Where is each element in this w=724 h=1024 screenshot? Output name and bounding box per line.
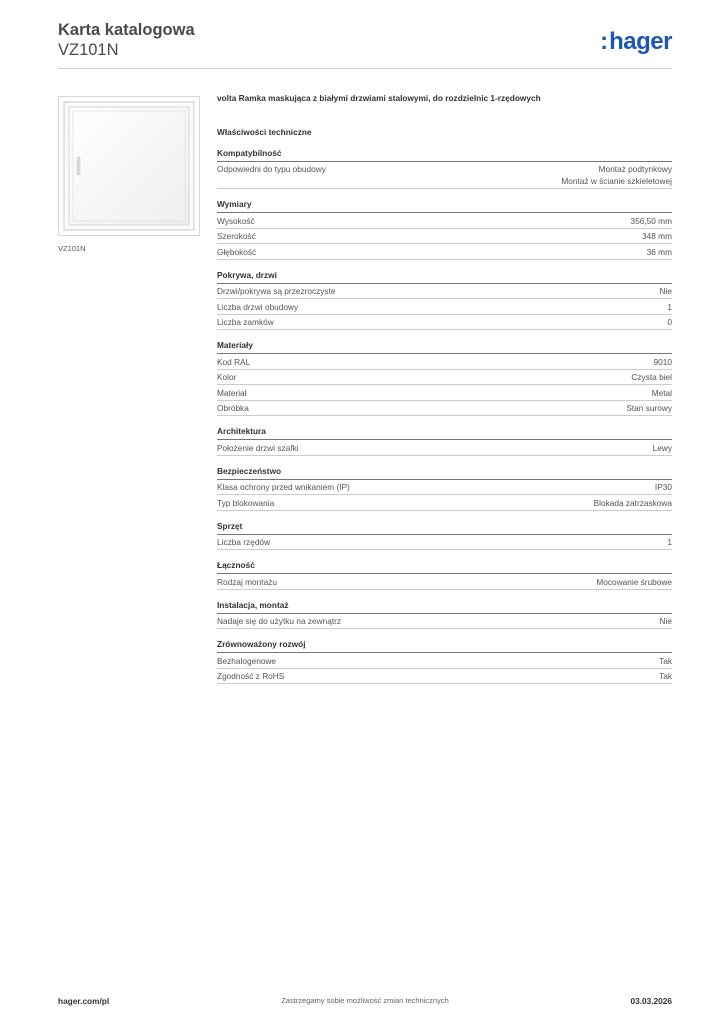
property-value-line: 348 mm bbox=[642, 231, 672, 242]
property-value bbox=[630, 215, 672, 227]
group-title: Materiały bbox=[217, 339, 672, 354]
property-label: Rodzaj montażu bbox=[217, 576, 277, 587]
property-label: Kolor bbox=[217, 372, 237, 383]
property-row bbox=[217, 574, 672, 589]
property-value bbox=[659, 670, 672, 682]
footer-date: 03.03.2026 bbox=[630, 996, 672, 1006]
property-value-line: 0 bbox=[667, 317, 672, 328]
property-row bbox=[217, 162, 672, 189]
property-row bbox=[217, 614, 672, 629]
property-row bbox=[217, 440, 672, 455]
property-value bbox=[594, 497, 672, 509]
property-row bbox=[217, 495, 672, 510]
property-group bbox=[217, 599, 672, 629]
property-label: Nadaje się do użytku na zewnątrz bbox=[217, 616, 342, 627]
property-row bbox=[217, 480, 672, 495]
property-group bbox=[217, 198, 672, 259]
property-label: Klasa ochrony przed wnikaniem (IP) bbox=[217, 482, 350, 493]
property-value-line: Stan surowy bbox=[626, 403, 672, 414]
header-divider bbox=[58, 68, 672, 69]
product-image bbox=[58, 96, 200, 236]
property-value-line: Montaż podtynkowy bbox=[598, 164, 672, 175]
group-title: Wymiary bbox=[217, 198, 672, 213]
properties-heading: Właściwości techniczne bbox=[217, 127, 312, 137]
property-value-line: Metal bbox=[651, 387, 672, 398]
property-label: Bezhalogenowe bbox=[217, 655, 277, 666]
property-value-line: 356,50 mm bbox=[630, 215, 672, 226]
footer-website-link[interactable]: hager.com/pl bbox=[58, 996, 110, 1006]
property-label: Materiał bbox=[217, 387, 247, 398]
property-value bbox=[596, 576, 672, 588]
product-description: volta Ramka maskująca z białymi drzwiami stalowymi, do rozdzielnic 1-rzędowych bbox=[217, 93, 541, 103]
property-value bbox=[626, 402, 672, 414]
property-value bbox=[667, 536, 672, 548]
group-title: Zrównoważony rozwój bbox=[217, 638, 672, 653]
property-label: Drzwi/pokrywa są przezroczyste bbox=[217, 286, 336, 297]
group-title: Łączność bbox=[217, 559, 672, 574]
white-steel-door-frame-icon bbox=[59, 97, 199, 235]
property-row bbox=[217, 315, 672, 330]
property-value-line: IP30 bbox=[654, 482, 672, 493]
property-label: Szerokość bbox=[217, 231, 256, 242]
property-group bbox=[217, 559, 672, 589]
property-row bbox=[217, 385, 672, 400]
property-group bbox=[217, 425, 672, 455]
logo-text: hager bbox=[609, 28, 672, 55]
property-row bbox=[217, 299, 672, 314]
property-row bbox=[217, 653, 672, 668]
property-label: Kod RAL bbox=[217, 356, 251, 367]
property-value bbox=[660, 615, 672, 627]
page-footer bbox=[58, 996, 672, 1010]
property-row bbox=[217, 284, 672, 299]
property-label: Typ blokowania bbox=[217, 497, 275, 508]
property-label: Wysokość bbox=[217, 215, 255, 226]
property-value-line: 1 bbox=[667, 537, 672, 548]
property-label: Liczba zamków bbox=[217, 317, 274, 328]
property-group bbox=[217, 269, 672, 330]
logo-dots-icon: : bbox=[600, 28, 609, 55]
property-group bbox=[217, 339, 672, 416]
property-value bbox=[659, 655, 672, 667]
property-value-line: Tak bbox=[659, 655, 672, 666]
property-value bbox=[642, 230, 672, 242]
property-value bbox=[631, 371, 672, 383]
property-value-line: 9010 bbox=[653, 356, 672, 367]
group-title: Pokrywa, drzwi bbox=[217, 269, 672, 284]
property-row bbox=[217, 370, 672, 385]
group-title: Instalacja, montaż bbox=[217, 599, 672, 614]
property-label: Odpowiedni do typu obudowy bbox=[217, 164, 326, 175]
property-value-line: Nie bbox=[659, 286, 672, 297]
property-label: Obróbka bbox=[217, 403, 249, 414]
property-label: Położenie drzwi szafki bbox=[217, 442, 299, 453]
group-title: Kompatybilność bbox=[217, 147, 672, 162]
property-value bbox=[655, 481, 672, 493]
property-group bbox=[217, 147, 672, 189]
group-title: Sprzęt bbox=[217, 520, 672, 535]
property-value bbox=[561, 163, 672, 187]
property-label: Liczba drzwi obudowy bbox=[217, 301, 299, 312]
property-value bbox=[647, 246, 672, 258]
property-row bbox=[217, 213, 672, 228]
property-row bbox=[217, 669, 672, 684]
property-label: Liczba rzędów bbox=[217, 537, 271, 548]
group-title: Architektura bbox=[217, 425, 672, 440]
property-row bbox=[217, 401, 672, 416]
property-value bbox=[667, 301, 672, 313]
main-content bbox=[217, 92, 672, 684]
property-value bbox=[653, 442, 672, 454]
property-group bbox=[217, 638, 672, 684]
property-value-line: Czysta biel bbox=[631, 372, 672, 383]
footer-disclaimer: Zastrzegamy sobie możliwość zmian technicznych bbox=[281, 996, 449, 1005]
property-value-line: Montaż w ścianie szkieletowej bbox=[561, 176, 672, 187]
property-value-line: Tak bbox=[659, 671, 672, 682]
page-title: Karta katalogowa bbox=[58, 21, 195, 39]
property-value-line: 1 bbox=[667, 301, 672, 312]
property-value-line: Lewy bbox=[652, 442, 672, 453]
property-value-line: Nie bbox=[659, 616, 672, 627]
property-value-line: 36 mm bbox=[646, 246, 672, 257]
property-label: Głębokość bbox=[217, 246, 257, 257]
page-header bbox=[58, 20, 672, 68]
group-title: Bezpieczeństwo bbox=[217, 465, 672, 480]
property-row bbox=[217, 354, 672, 369]
property-value bbox=[660, 285, 672, 297]
property-groups bbox=[217, 147, 672, 684]
property-value-line: Blokada zatrzaskowa bbox=[593, 497, 672, 508]
property-label: Zgodność z RoHS bbox=[217, 671, 285, 682]
property-group bbox=[217, 465, 672, 511]
product-code: VZ101N bbox=[58, 41, 119, 59]
property-value bbox=[654, 356, 672, 368]
property-value bbox=[652, 387, 672, 399]
image-caption: VZ101N bbox=[58, 244, 86, 253]
hager-logo[interactable] bbox=[600, 28, 672, 56]
property-row bbox=[217, 244, 672, 259]
property-group bbox=[217, 520, 672, 550]
property-row bbox=[217, 229, 672, 244]
property-value bbox=[667, 316, 672, 328]
property-value-line: Mocowanie śrubowe bbox=[596, 576, 672, 587]
property-row bbox=[217, 535, 672, 550]
